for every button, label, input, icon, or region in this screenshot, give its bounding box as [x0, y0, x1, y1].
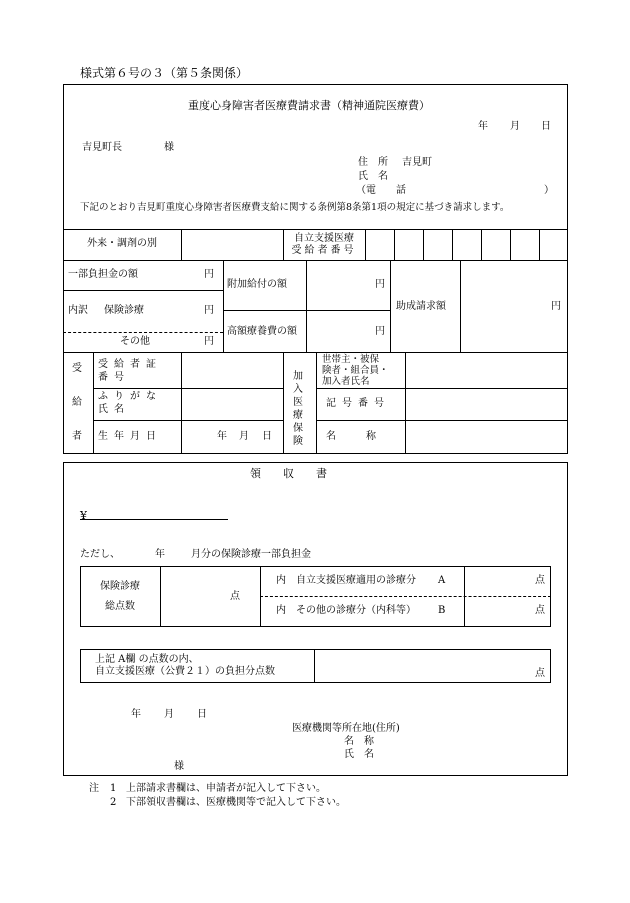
furigana-label: ふりがな — [98, 391, 162, 402]
recipient-no-label-1: 自立支援医療 — [294, 233, 354, 244]
row-line — [63, 290, 223, 291]
breakdown-label: 内訳 — [68, 305, 88, 316]
form-number: 様式第６号の３（第５条関係） — [80, 66, 249, 80]
burden-label-1: 上記 A欄 の点数の内、 — [95, 654, 199, 665]
row-b-letter: B — [438, 605, 446, 616]
cert-no-label-2: 番号 — [98, 372, 130, 383]
amount-field[interactable] — [80, 519, 228, 520]
burden-label-2: 自立支援医療（公費２１）の負担分点数 — [95, 666, 275, 677]
symbol-no-label: 記号番号 — [326, 398, 390, 409]
total-points-label-2: 総点数 — [105, 601, 135, 612]
phone-label: （電 話 — [356, 185, 406, 196]
household-label-1: 世帯主・被保 — [322, 354, 380, 365]
claim-title: 重度心身障害者医療費請求書（精神通院医療費） — [188, 99, 430, 112]
row-a-letter: A — [438, 575, 446, 586]
total-points-label-1: 保険診療 — [100, 581, 140, 592]
row-line — [63, 260, 568, 261]
shimei-label: 氏名 — [98, 404, 130, 415]
subsidy-yen: 円 — [551, 301, 561, 312]
however-label: ただし、 — [80, 549, 120, 560]
facility-name-label: 名 称 — [344, 736, 374, 747]
receipt-date-month[interactable]: 月 — [164, 709, 174, 720]
however-month-text: 月分の保険診療一部負担金 — [191, 549, 311, 560]
note2-text: 下部領収書欄は、医療機関等で記入して下さい。 — [126, 797, 346, 808]
name-label: 氏 名 — [358, 171, 388, 182]
recipient-side-3: 者 — [72, 431, 82, 442]
facility-address-label: 医療機関等所在地(住所) — [292, 723, 400, 734]
row-a-unit: 点 — [535, 575, 545, 586]
outpatient-label: 外来・調剤の別 — [87, 238, 157, 249]
cert-no-label-1: 受給者証 — [98, 359, 162, 370]
claim-date-day[interactable]: 日 — [541, 121, 551, 132]
high-cost-yen: 円 — [375, 326, 385, 337]
subsidy-label: 助成請求額 — [396, 301, 446, 312]
receipt-title: 領 収 書 — [250, 467, 327, 480]
phone-close: ） — [544, 185, 554, 196]
row-a-label: 内 自立支援医療適用の診療分 — [276, 575, 416, 586]
receipt-date-year[interactable]: 年 — [131, 709, 141, 720]
row-b-unit: 点 — [535, 605, 545, 616]
address-value[interactable]: 吉見町 — [402, 157, 432, 168]
recipient-side-2: 給 — [72, 397, 82, 408]
birth-day[interactable]: 日 — [262, 431, 272, 442]
insurance-side-label: 加入医療保険 — [293, 371, 303, 447]
extra-benefit-label: 附加給付の額 — [227, 279, 287, 290]
birth-year[interactable]: 年 — [217, 431, 227, 442]
insurance-label: 保険診療 — [104, 305, 144, 316]
high-cost-label: 高額療養費の額 — [227, 326, 297, 337]
other-label: その他 — [120, 336, 150, 347]
recipient-side-1: 受 — [72, 363, 82, 374]
burden-unit: 点 — [535, 668, 545, 679]
claim-date-year[interactable]: 年 — [478, 121, 488, 132]
yen-mark: ¥ — [80, 509, 87, 522]
claim-statement: 下記のとおり吉見町重度心身障害者医療費支給に関する条例第8条第1項の規定に基づき請求します。 — [80, 202, 510, 213]
note-mark: 注 — [89, 783, 99, 794]
note1-text: 上部請求書欄は、申請者が記入して下さい。 — [126, 783, 326, 794]
total-points-unit: 点 — [230, 591, 240, 602]
extra-benefit-yen: 円 — [375, 279, 385, 290]
note1-number: 1 — [110, 783, 117, 794]
copay-label: 一部負担金の額 — [68, 269, 138, 280]
claim-date-month[interactable]: 月 — [510, 121, 520, 132]
addressee: 吉見町長 — [82, 142, 122, 153]
copay-yen: 円 — [204, 269, 214, 280]
birth-month[interactable]: 月 — [239, 431, 249, 442]
however-year[interactable]: 年 — [155, 549, 165, 560]
addressee-honorific: 様 — [164, 142, 174, 153]
birthdate-label: 生年月日 — [98, 431, 162, 442]
note2-number: 2 — [110, 797, 117, 808]
insurer-name-label: 名 称 — [326, 431, 376, 442]
insurance-yen: 円 — [204, 305, 214, 316]
address-label: 住 所 — [358, 157, 388, 168]
other-yen: 円 — [204, 336, 214, 347]
row-b-label: 内 その他の診療分（内科等） — [276, 605, 416, 616]
table-top-line — [63, 229, 568, 230]
receipt-honorific: 様 — [174, 761, 184, 772]
household-label-2: 険者・組合員・ — [322, 365, 389, 376]
receipt-date-day[interactable]: 日 — [197, 709, 207, 720]
dashed-line — [63, 332, 223, 333]
recipient-no-label-2: 受給者番号 — [291, 245, 357, 256]
household-label-3: 加入者氏名 — [322, 376, 370, 387]
facility-person-label: 氏 名 — [344, 749, 374, 760]
